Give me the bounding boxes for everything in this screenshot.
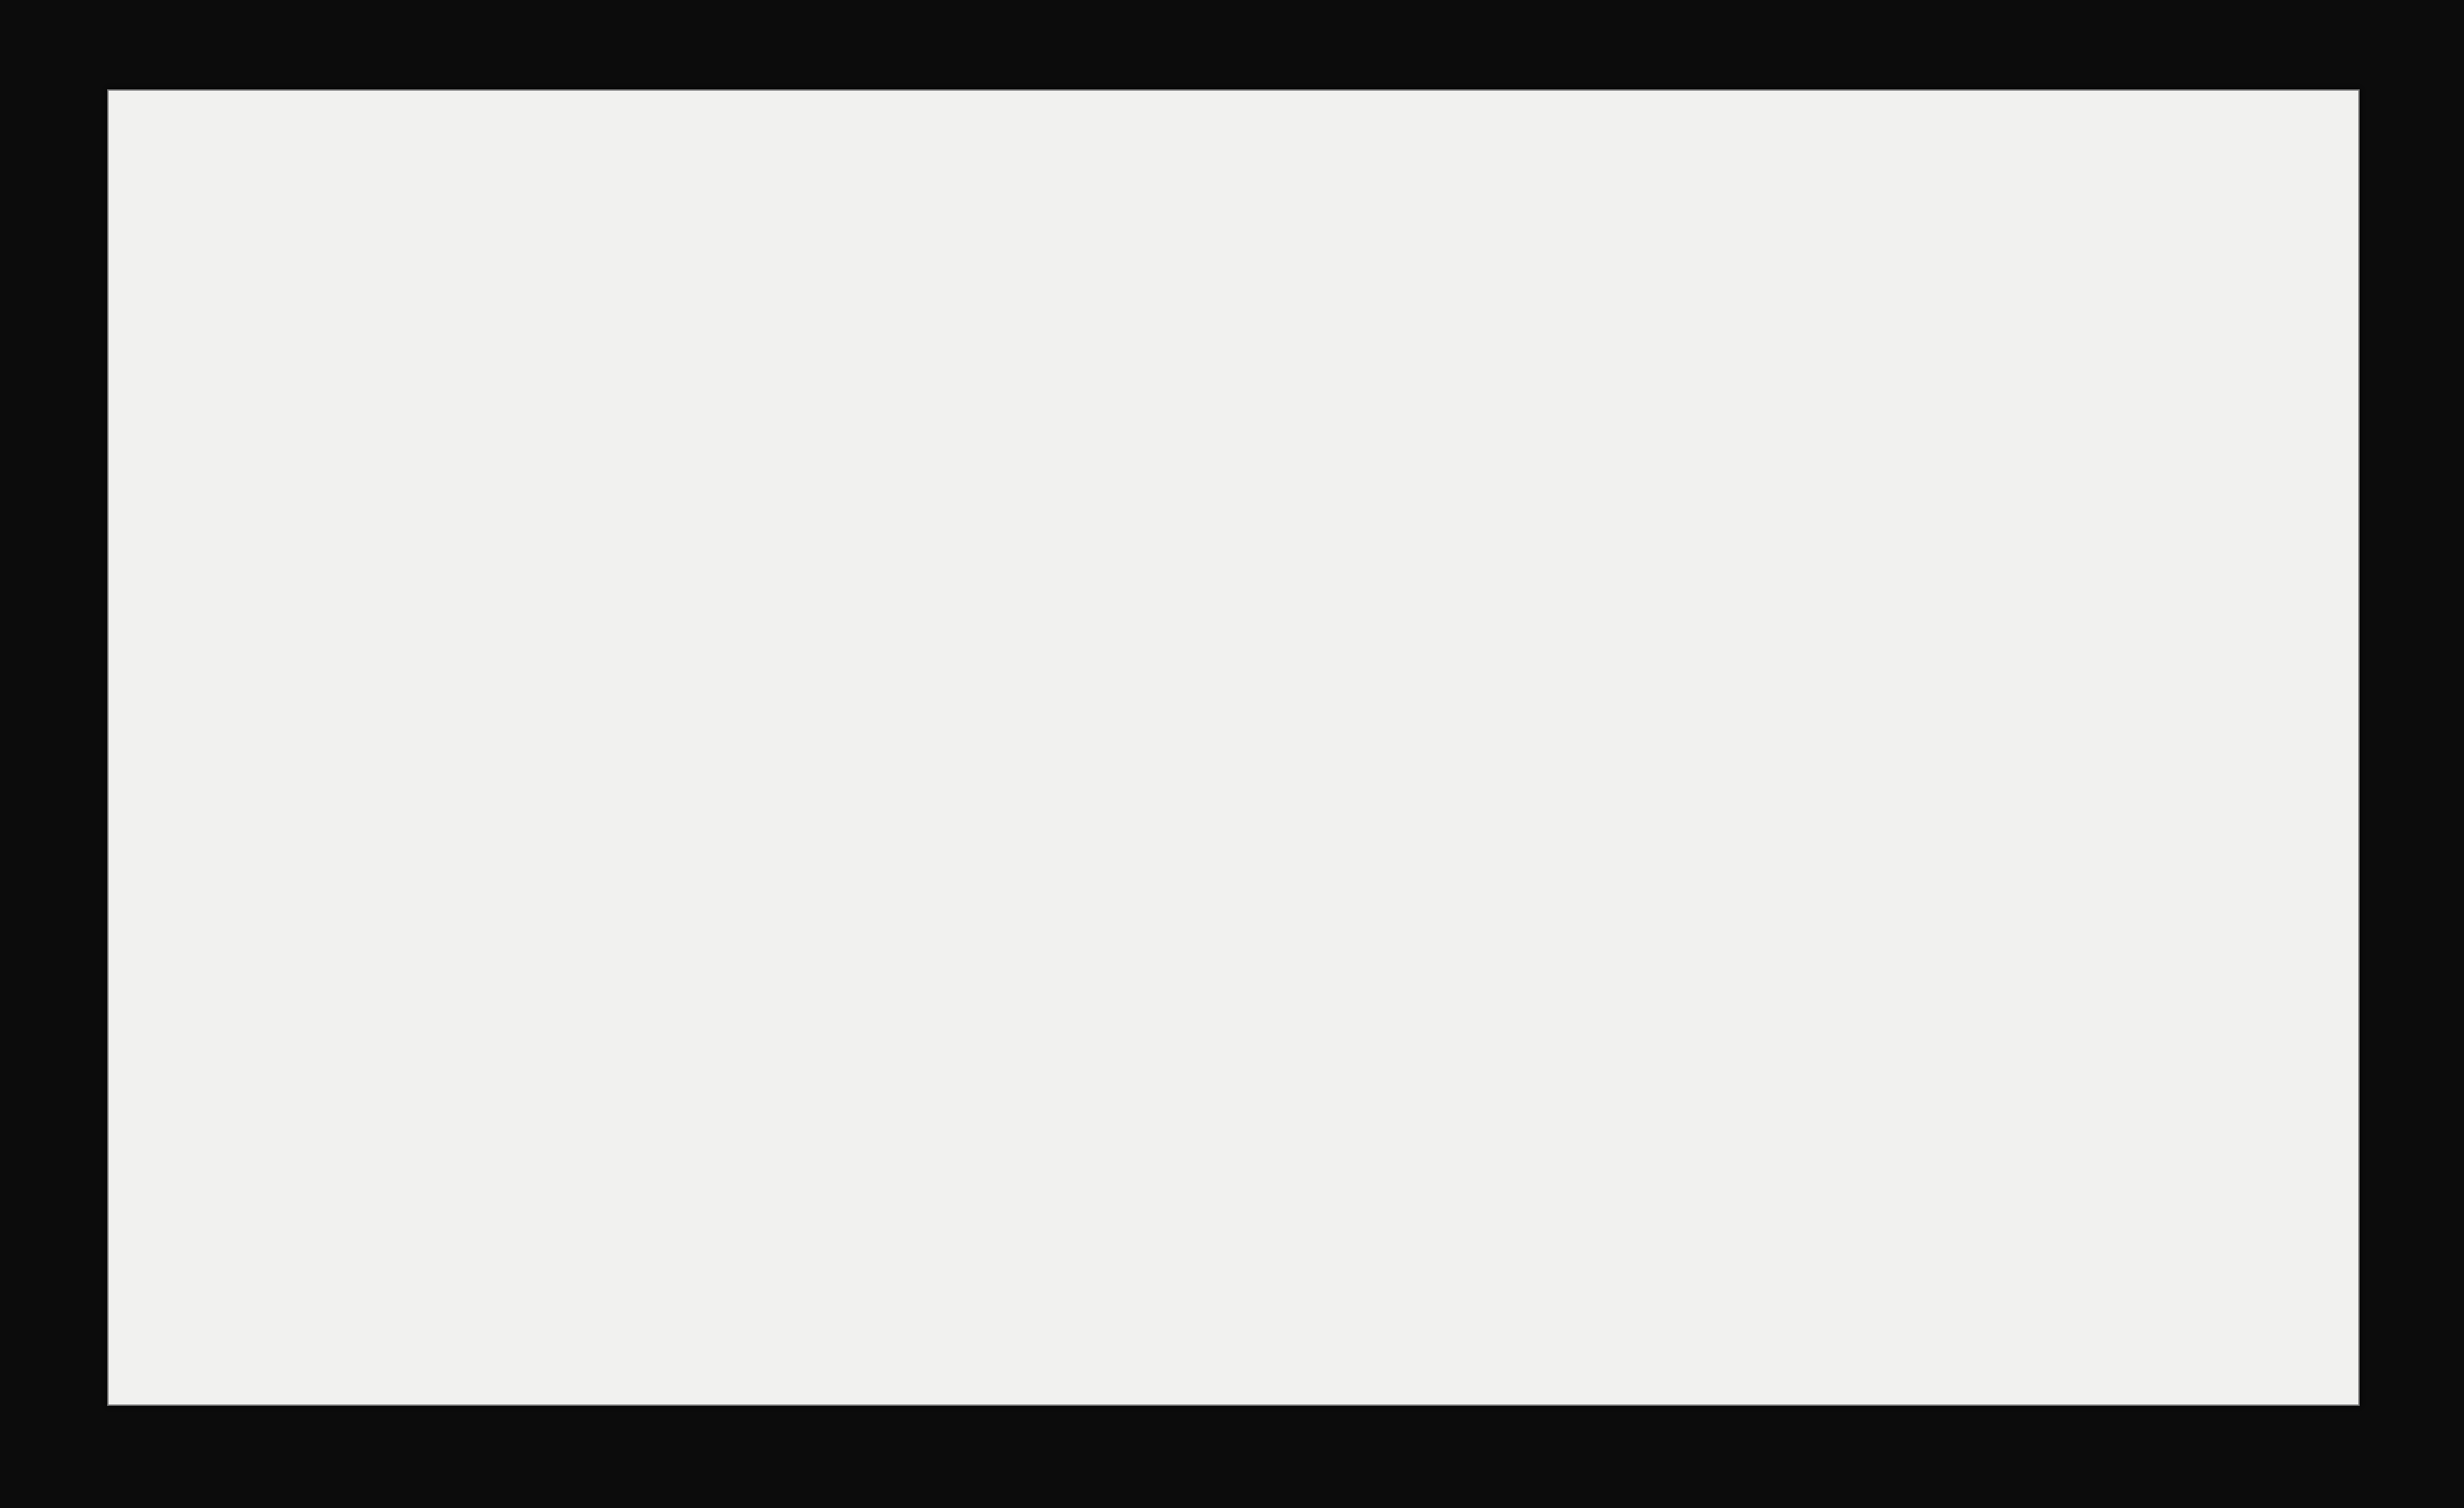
- census-card: [107, 89, 2360, 1406]
- table-grid: [109, 91, 2358, 1404]
